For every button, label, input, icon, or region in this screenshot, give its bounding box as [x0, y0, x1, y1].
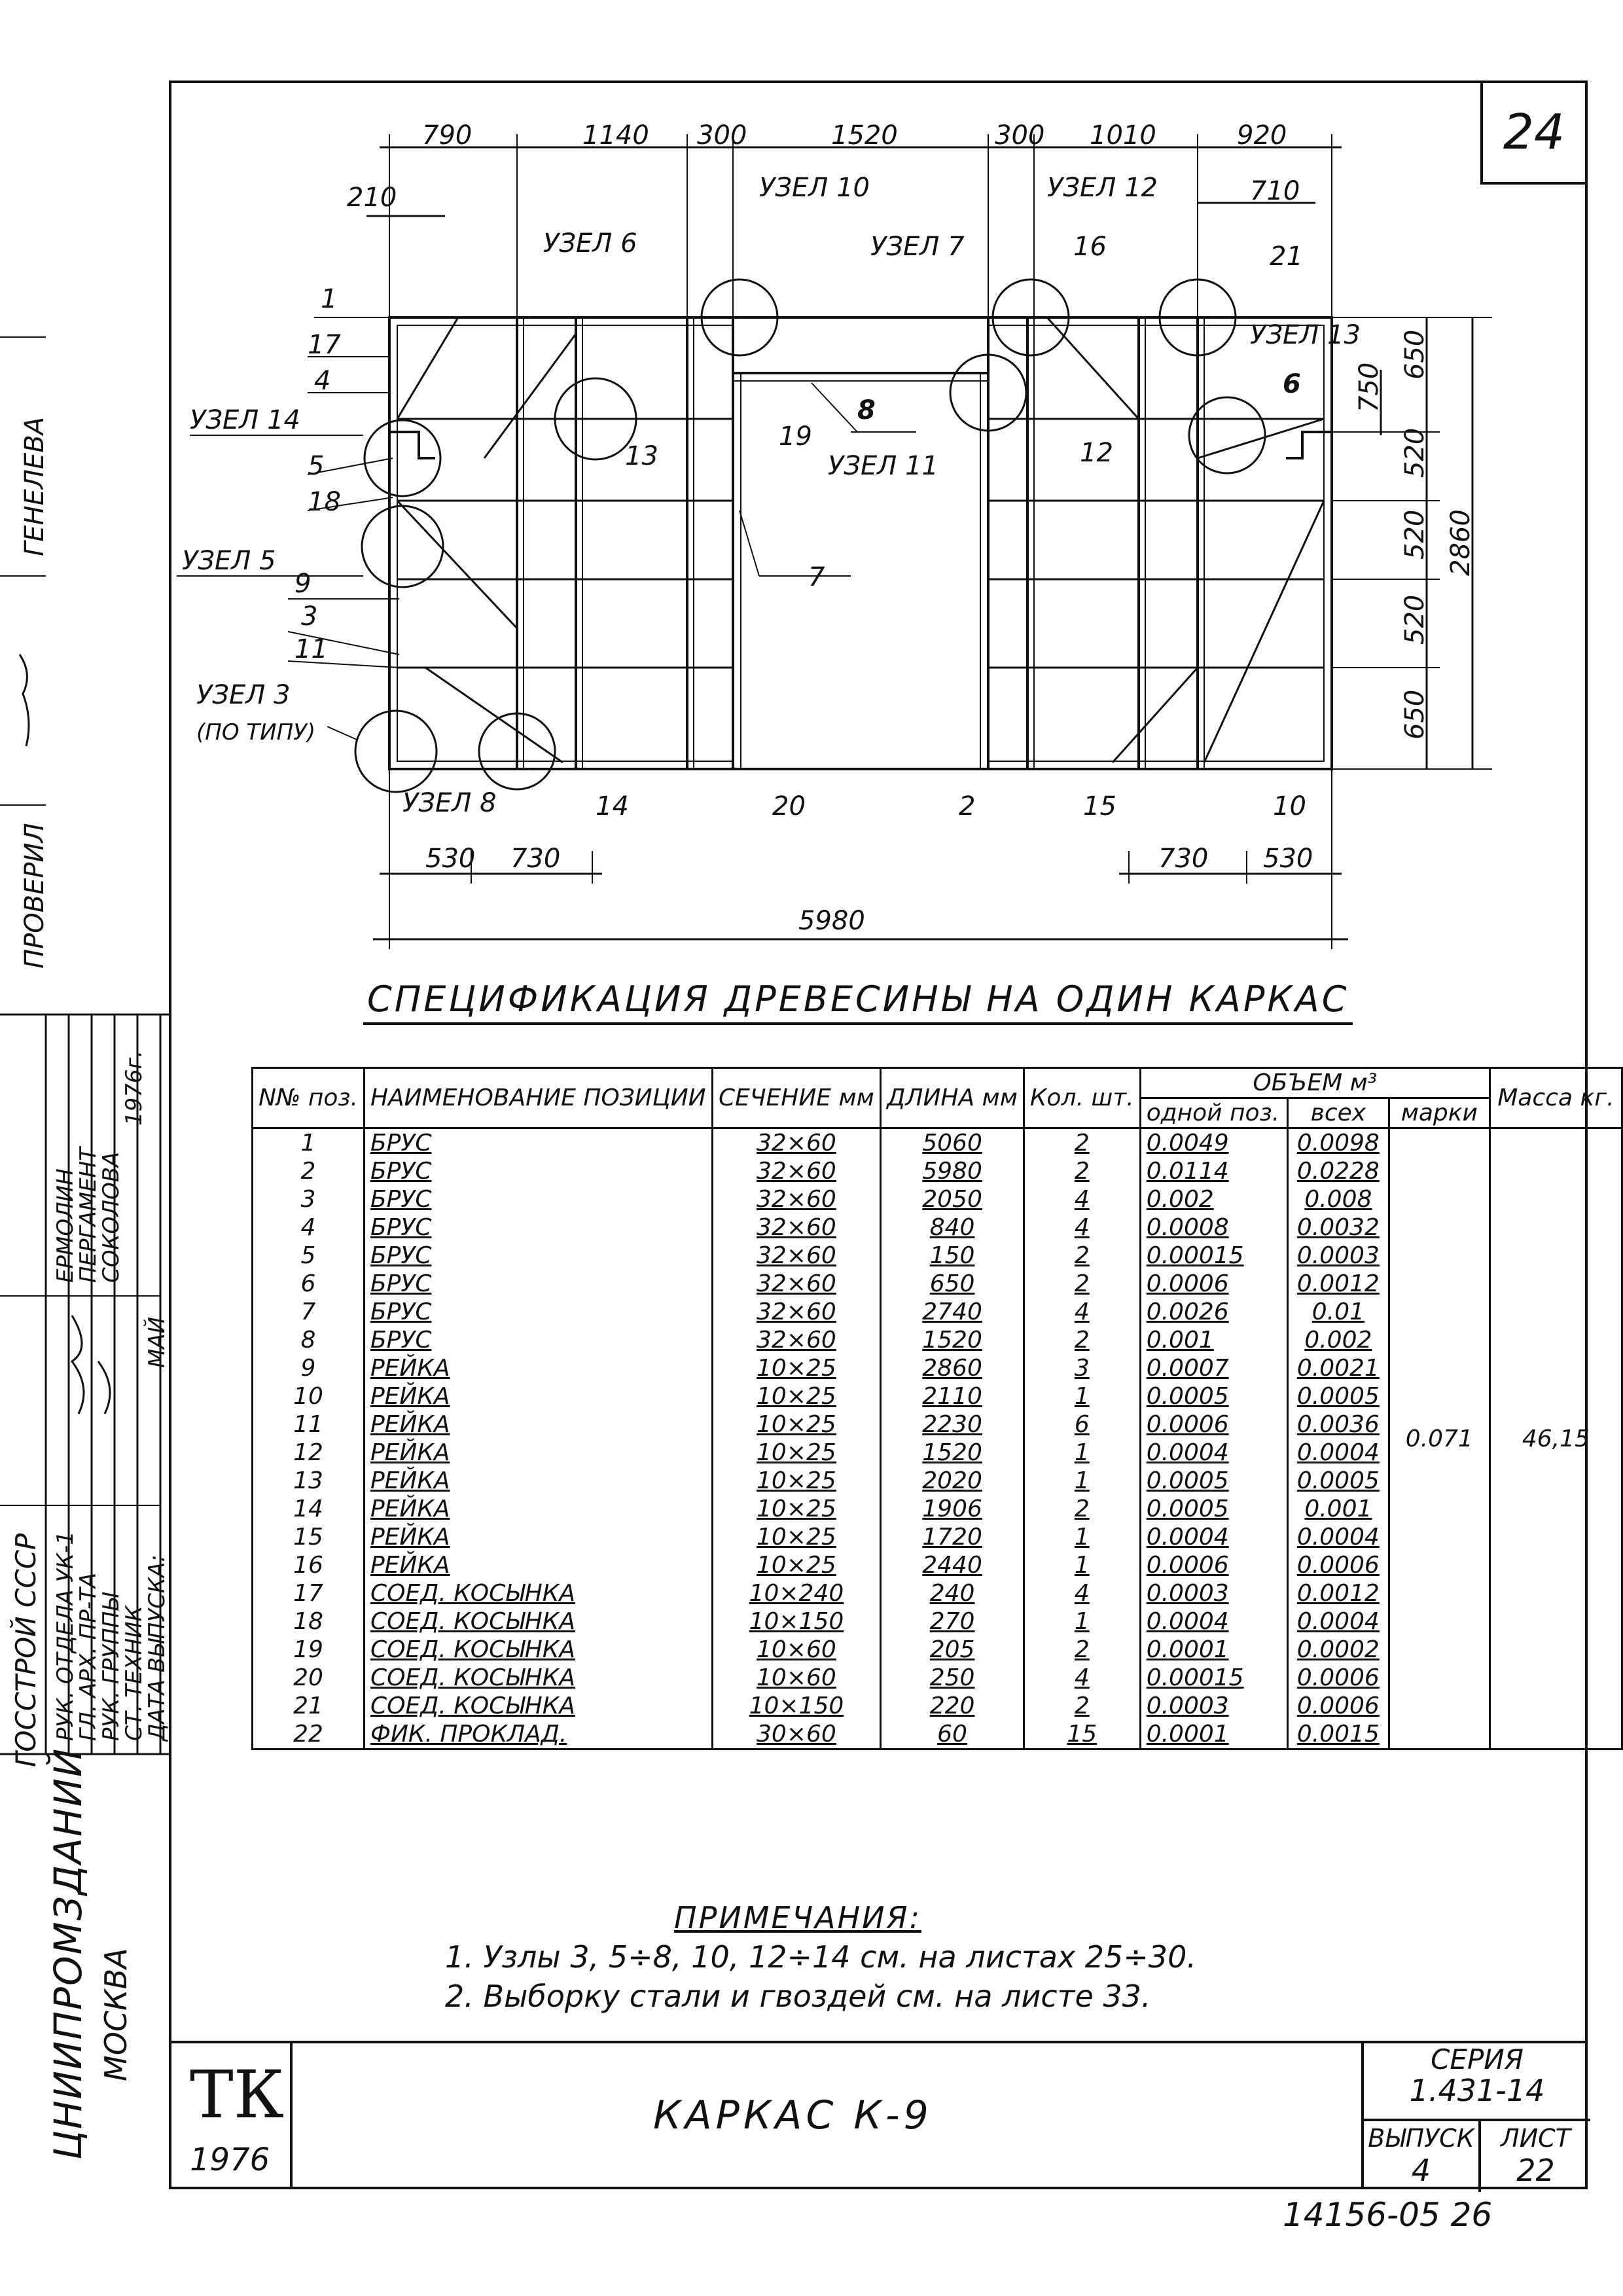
dim-top-5: 300 [995, 120, 1045, 151]
cell-name: РЕЙКА [364, 1439, 712, 1467]
cell-qty: 15 [1024, 1720, 1140, 1749]
cell-qty: 2 [1024, 1495, 1140, 1523]
cell-qty: 1 [1024, 1439, 1140, 1467]
cell-name: РЕЙКА [364, 1382, 712, 1410]
frame-drawing [0, 0, 1623, 1047]
cell-no: 7 [253, 1298, 365, 1326]
cell-no: 12 [253, 1439, 365, 1467]
cell-section: 10×25 [712, 1382, 881, 1410]
dim-right-520-3: 520 [1400, 594, 1430, 645]
cell-name: БРУС [364, 1242, 712, 1270]
cell-v2: 0.0012 [1287, 1270, 1389, 1298]
dim-right-650-top: 650 [1400, 329, 1430, 380]
cell-length: 840 [881, 1213, 1024, 1242]
dim-bottom-730-right: 730 [1158, 844, 1209, 874]
cell-no: 9 [253, 1354, 365, 1382]
cell-length: 2230 [881, 1410, 1024, 1439]
cell-v1: 0.0001 [1140, 1720, 1287, 1749]
cell-v1: 0.0004 [1140, 1439, 1287, 1467]
th-name: НАИМЕНОВАНИЕ ПОЗИЦИИ [364, 1068, 712, 1128]
dim-right-520-1: 520 [1400, 427, 1430, 478]
th-qty: Кол. шт. [1024, 1068, 1140, 1128]
cell-section: 10×25 [712, 1495, 881, 1523]
title-block [169, 2041, 1588, 2189]
cell-qty: 1 [1024, 1382, 1140, 1410]
issue-value: 4 [1411, 2153, 1431, 2188]
cell-length: 250 [881, 1664, 1024, 1692]
cell-no: 13 [253, 1467, 365, 1495]
dim-710: 710 [1250, 176, 1300, 206]
note-2: 2. Выборку стали и гвоздей см. на листе 33. [445, 1979, 1151, 2014]
cell-no: 5 [253, 1242, 365, 1270]
pos-5: 5 [308, 451, 325, 481]
th-no: N№ поз. [253, 1068, 365, 1128]
stamp-checked-name: ГЕНЕЛЕВА [20, 416, 50, 556]
pos-9: 9 [294, 569, 312, 599]
cell-length: 1720 [881, 1523, 1024, 1551]
series-label: СЕРИЯ [1431, 2043, 1524, 2075]
stamp-role-5: ДАТА ВЫПУСКА: [144, 1554, 170, 1741]
cell-v1: 0.0001 [1140, 1636, 1287, 1664]
node-label-12: УЗЕЛ 12 [1047, 173, 1158, 203]
cell-qty: 2 [1024, 1157, 1140, 1185]
cell-section: 32×60 [712, 1213, 881, 1242]
stamp-role-4: СТ. ТЕХНИК [121, 1605, 147, 1741]
cell-section: 32×60 [712, 1128, 881, 1158]
stamp-checked-label: ПРОВЕРИЛ [20, 823, 50, 969]
cell-name: РЕЙКА [364, 1523, 712, 1551]
cell-v1: 0.0004 [1140, 1607, 1287, 1636]
stamp-org: ЦНИИПРОМЗДАНИЙ [46, 1747, 90, 2160]
stamp-date-month: МАЙ [144, 1316, 170, 1368]
cell-qty: 4 [1024, 1579, 1140, 1607]
cell-length: 60 [881, 1720, 1024, 1749]
cell-name: СОЕД. КОСЫНКА [364, 1664, 712, 1692]
cell-no: 15 [253, 1523, 365, 1551]
node-label-13: УЗЕЛ 13 [1250, 320, 1361, 350]
issue-cell [1364, 2119, 1481, 2192]
cell-name: РЕЙКА [364, 1354, 712, 1382]
cell-qty: 2 [1024, 1128, 1140, 1158]
cell-v1: 0.00015 [1140, 1242, 1287, 1270]
cell-length: 1520 [881, 1326, 1024, 1354]
table-row [253, 1128, 1622, 1158]
cell-name: БРУС [364, 1128, 712, 1158]
cell-v2: 0.0036 [1287, 1410, 1389, 1439]
notes [445, 1898, 1196, 2016]
dim-750: 750 [1354, 362, 1384, 412]
cell-section: 10×60 [712, 1664, 881, 1692]
cell-section: 10×25 [712, 1551, 881, 1579]
tb-year: 1976 [190, 2142, 270, 2178]
cell-v1: 0.001 [1140, 1326, 1287, 1354]
cell-v1: 0.0003 [1140, 1692, 1287, 1720]
node-label-14: УЗЕЛ 14 [190, 405, 300, 435]
tb-tk-cell [169, 2043, 293, 2189]
th-vol-mark: марки [1389, 1098, 1489, 1128]
cell-v2: 0.0004 [1287, 1523, 1389, 1551]
cell-section: 10×240 [712, 1579, 881, 1607]
pos-7: 7 [808, 562, 825, 592]
cell-length: 240 [881, 1579, 1024, 1607]
cell-v2: 0.001 [1287, 1495, 1389, 1523]
pos-2: 2 [959, 791, 976, 821]
cell-length: 2440 [881, 1551, 1024, 1579]
cell-name: БРУС [364, 1213, 712, 1242]
cell-length: 1906 [881, 1495, 1024, 1523]
cell-qty: 4 [1024, 1185, 1140, 1213]
cell-v1: 0.0006 [1140, 1551, 1287, 1579]
node-label-8: УЗЕЛ 8 [402, 788, 497, 818]
cell-no: 18 [253, 1607, 365, 1636]
pos-21: 21 [1270, 242, 1303, 272]
cell-v2: 0.0032 [1287, 1213, 1389, 1242]
cell-v1: 0.0007 [1140, 1354, 1287, 1382]
stamp-name-1: ЕРМОЛИН [52, 1168, 79, 1283]
cell-v1: 0.0003 [1140, 1579, 1287, 1607]
pos-17: 17 [308, 330, 341, 360]
cell-v2: 0.0012 [1287, 1579, 1389, 1607]
cell-v2: 0.0004 [1287, 1439, 1389, 1467]
dim-top-3: 300 [697, 120, 747, 151]
cell-qty: 4 [1024, 1213, 1140, 1242]
doc-code: 14156-05 26 [1283, 2196, 1493, 2234]
sheet-cell [1481, 2119, 1590, 2192]
pos-1: 1 [321, 284, 338, 314]
cell-no: 10 [253, 1382, 365, 1410]
cell-name: БРУС [364, 1157, 712, 1185]
cell-section: 32×60 [712, 1270, 881, 1298]
cell-section: 10×150 [712, 1692, 881, 1720]
th-volume: ОБЪЕМ м³ [1140, 1068, 1489, 1098]
cell-v2: 0.0003 [1287, 1242, 1389, 1270]
cell-name: РЕЙКА [364, 1410, 712, 1439]
sheet-label: ЛИСТ [1501, 2124, 1571, 2153]
cell-qty: 1 [1024, 1551, 1140, 1579]
dim-top-7: 920 [1237, 120, 1287, 151]
cell-length: 5060 [881, 1128, 1024, 1158]
cell-no: 17 [253, 1579, 365, 1607]
cell-section: 32×60 [712, 1157, 881, 1185]
cell-v1: 0.0008 [1140, 1213, 1287, 1242]
cell-v1: 0.0006 [1140, 1270, 1287, 1298]
dim-overall: 5980 [798, 906, 865, 936]
cell-qty: 2 [1024, 1242, 1140, 1270]
stamp-date-year: 1976г. [121, 1050, 147, 1126]
cell-length: 270 [881, 1607, 1024, 1636]
node-label-11: УЗЕЛ 11 [828, 451, 938, 481]
node-label-6: УЗЕЛ 6 [543, 228, 637, 259]
pos-10: 10 [1273, 791, 1306, 821]
cell-name: СОЕД. КОСЫНКА [364, 1692, 712, 1720]
cell-qty: 2 [1024, 1326, 1140, 1354]
cell-no: 6 [253, 1270, 365, 1298]
cell-name: БРУС [364, 1298, 712, 1326]
cell-v2: 0.0015 [1287, 1720, 1389, 1749]
node-label-7: УЗЕЛ 7 [870, 232, 965, 262]
cell-length: 650 [881, 1270, 1024, 1298]
th-mass: Масса кг. [1489, 1068, 1622, 1128]
cell-name: РЕЙКА [364, 1467, 712, 1495]
node-label-5: УЗЕЛ 5 [182, 546, 276, 576]
node-label-3-note: (ПО ТИПУ) [196, 719, 316, 745]
cell-v1: 0.0005 [1140, 1467, 1287, 1495]
cell-qty: 3 [1024, 1354, 1140, 1382]
sheet-corner-number: 24 [1480, 83, 1585, 185]
th-section: СЕЧЕНИЕ мм [712, 1068, 881, 1128]
pos-8: 8 [857, 395, 876, 425]
cell-v1: 0.0005 [1140, 1495, 1287, 1523]
issue-label: ВЫПУСК [1368, 2124, 1474, 2153]
cell-qty: 2 [1024, 1692, 1140, 1720]
cell-v2: 0.0006 [1287, 1664, 1389, 1692]
stamp-city: МОСКВА [98, 1948, 134, 2081]
th-vol-all: всех [1287, 1098, 1389, 1128]
pos-6: 6 [1283, 369, 1301, 399]
cell-no: 8 [253, 1326, 365, 1354]
dim-bottom-530-left: 530 [425, 844, 476, 874]
pos-20: 20 [772, 791, 806, 821]
notes-title: ПРИМЕЧАНИЯ: [674, 1900, 921, 1935]
cell-name: СОЕД. КОСЫНКА [364, 1579, 712, 1607]
node-label-3: УЗЕЛ 3 [196, 680, 291, 710]
cell-no: 16 [253, 1551, 365, 1579]
cell-length: 1520 [881, 1439, 1024, 1467]
note-1: 1. Узлы 3, 5÷8, 10, 12÷14 см. на листах 25÷30. [445, 1939, 1196, 1975]
cell-no: 11 [253, 1410, 365, 1439]
cell-length: 2050 [881, 1185, 1024, 1213]
cell-v2: 0.0006 [1287, 1551, 1389, 1579]
pos-4: 4 [314, 366, 331, 396]
tk-logo: ТК [190, 2056, 285, 2133]
cell-section: 10×25 [712, 1523, 881, 1551]
cell-qty: 4 [1024, 1298, 1140, 1326]
cell-no: 20 [253, 1664, 365, 1692]
spec-title: СПЕЦИФИКАЦИЯ ДРЕВЕСИНЫ НА ОДИН КАРКАС [363, 978, 1353, 1025]
series-value: 1.431-14 [1409, 2073, 1545, 2108]
pos-19: 19 [779, 422, 812, 452]
cell-length: 2020 [881, 1467, 1024, 1495]
pos-11: 11 [294, 634, 328, 664]
stamp-role-2: ГЛ. АРХ. ПР-ТА [75, 1572, 101, 1741]
cell-section: 30×60 [712, 1720, 881, 1749]
cell-name: ФИК. ПРОКЛАД. [364, 1720, 712, 1749]
cell-name: БРУС [364, 1185, 712, 1213]
pos-13: 13 [625, 441, 658, 471]
dim-top-4: 1520 [831, 120, 898, 151]
cell-qty: 2 [1024, 1636, 1140, 1664]
pos-12: 12 [1080, 438, 1113, 468]
cell-v2: 0.0002 [1287, 1636, 1389, 1664]
cell-section: 10×25 [712, 1410, 881, 1439]
cell-v2: 0.0005 [1287, 1467, 1389, 1495]
cell-section: 10×60 [712, 1636, 881, 1664]
stamp-name-2: ПЕРГАМЕНТ [75, 1147, 101, 1283]
cell-v1: 0.002 [1140, 1185, 1287, 1213]
dim-bottom-530-right: 530 [1263, 844, 1313, 874]
drawing-title: КАРКАС К-9 [653, 2092, 933, 2138]
cell-name: СОЕД. КОСЫНКА [364, 1607, 712, 1636]
cell-v2: 0.01 [1287, 1298, 1389, 1326]
cell-name: РЕЙКА [364, 1495, 712, 1523]
dim-top-6: 1010 [1090, 120, 1156, 151]
cell-v1: 0.0006 [1140, 1410, 1287, 1439]
cell-v1: 0.0004 [1140, 1523, 1287, 1551]
cell-section: 10×25 [712, 1354, 881, 1382]
cell-length: 220 [881, 1692, 1024, 1720]
cell-v2: 0.0021 [1287, 1354, 1389, 1382]
cell-no: 22 [253, 1720, 365, 1749]
dim-top-1: 790 [422, 120, 473, 151]
pos-15: 15 [1083, 791, 1116, 821]
dim-top-2: 1140 [582, 120, 649, 151]
cell-section: 32×60 [712, 1326, 881, 1354]
pos-16: 16 [1073, 232, 1107, 262]
cell-v2: 0.0006 [1287, 1692, 1389, 1720]
stamp-role-1: РУК. ОТДЕЛА УК-1 [52, 1531, 79, 1741]
node-label-10: УЗЕЛ 10 [759, 173, 870, 203]
cell-name: БРУС [364, 1326, 712, 1354]
cell-v1: 0.0114 [1140, 1157, 1287, 1185]
dim-right-520-2: 520 [1400, 509, 1430, 560]
dim-2860: 2860 [1446, 509, 1476, 576]
cell-qty: 1 [1024, 1607, 1140, 1636]
cell-v2: 0.0005 [1287, 1382, 1389, 1410]
dim-210: 210 [347, 183, 397, 213]
pos-18: 18 [308, 487, 341, 517]
cell-v2: 0.0004 [1287, 1607, 1389, 1636]
stamp-name-3: СОКОЛОВА [98, 1151, 124, 1283]
cell-no: 1 [253, 1128, 365, 1158]
cell-qty: 6 [1024, 1410, 1140, 1439]
cell-v1: 0.0026 [1140, 1298, 1287, 1326]
cell-v1: 0.00015 [1140, 1664, 1287, 1692]
cell-no: 2 [253, 1157, 365, 1185]
cell-v2: 0.008 [1287, 1185, 1389, 1213]
cell-qty: 4 [1024, 1664, 1140, 1692]
cell-section: 32×60 [712, 1185, 881, 1213]
stamp-role-3: РУК. ГРУППЫ [98, 1592, 124, 1741]
cell-section: 10×25 [712, 1439, 881, 1467]
cell-section: 10×25 [712, 1467, 881, 1495]
cell-no: 21 [253, 1692, 365, 1720]
cell-section: 10×150 [712, 1607, 881, 1636]
total-mass: 46,15 [1489, 1128, 1622, 1749]
cell-no: 19 [253, 1636, 365, 1664]
cell-length: 205 [881, 1636, 1024, 1664]
cell-v1: 0.0005 [1140, 1382, 1287, 1410]
dim-bottom-730-left: 730 [510, 844, 561, 874]
cell-length: 150 [881, 1242, 1024, 1270]
cell-length: 2740 [881, 1298, 1024, 1326]
cell-v2: 0.0098 [1287, 1128, 1389, 1158]
stamp-org-top: ГОССТРОЙ СССР [10, 1533, 42, 1767]
tb-right [1361, 2043, 1590, 2189]
cell-length: 5980 [881, 1157, 1024, 1185]
cell-v2: 0.0228 [1287, 1157, 1389, 1185]
th-vol-one: одной поз. [1140, 1098, 1287, 1128]
cell-no: 3 [253, 1185, 365, 1213]
cell-length: 2860 [881, 1354, 1024, 1382]
cell-section: 32×60 [712, 1242, 881, 1270]
cell-qty: 2 [1024, 1270, 1140, 1298]
cell-name: БРУС [364, 1270, 712, 1298]
th-length: ДЛИНА мм [881, 1068, 1024, 1128]
cell-v2: 0.002 [1287, 1326, 1389, 1354]
cell-qty: 1 [1024, 1467, 1140, 1495]
cell-name: СОЕД. КОСЫНКА [364, 1636, 712, 1664]
total-volume: 0.071 [1389, 1128, 1489, 1749]
dim-right-650-bottom: 650 [1400, 689, 1430, 740]
spec-table [251, 1067, 1623, 1750]
cell-section: 32×60 [712, 1298, 881, 1326]
cell-no: 14 [253, 1495, 365, 1523]
sheet-value: 22 [1516, 2153, 1555, 2188]
cell-v1: 0.0049 [1140, 1128, 1287, 1158]
pos-3: 3 [301, 601, 318, 632]
pos-14: 14 [596, 791, 629, 821]
cell-length: 2110 [881, 1382, 1024, 1410]
cell-no: 4 [253, 1213, 365, 1242]
cell-qty: 1 [1024, 1523, 1140, 1551]
cell-name: РЕЙКА [364, 1551, 712, 1579]
